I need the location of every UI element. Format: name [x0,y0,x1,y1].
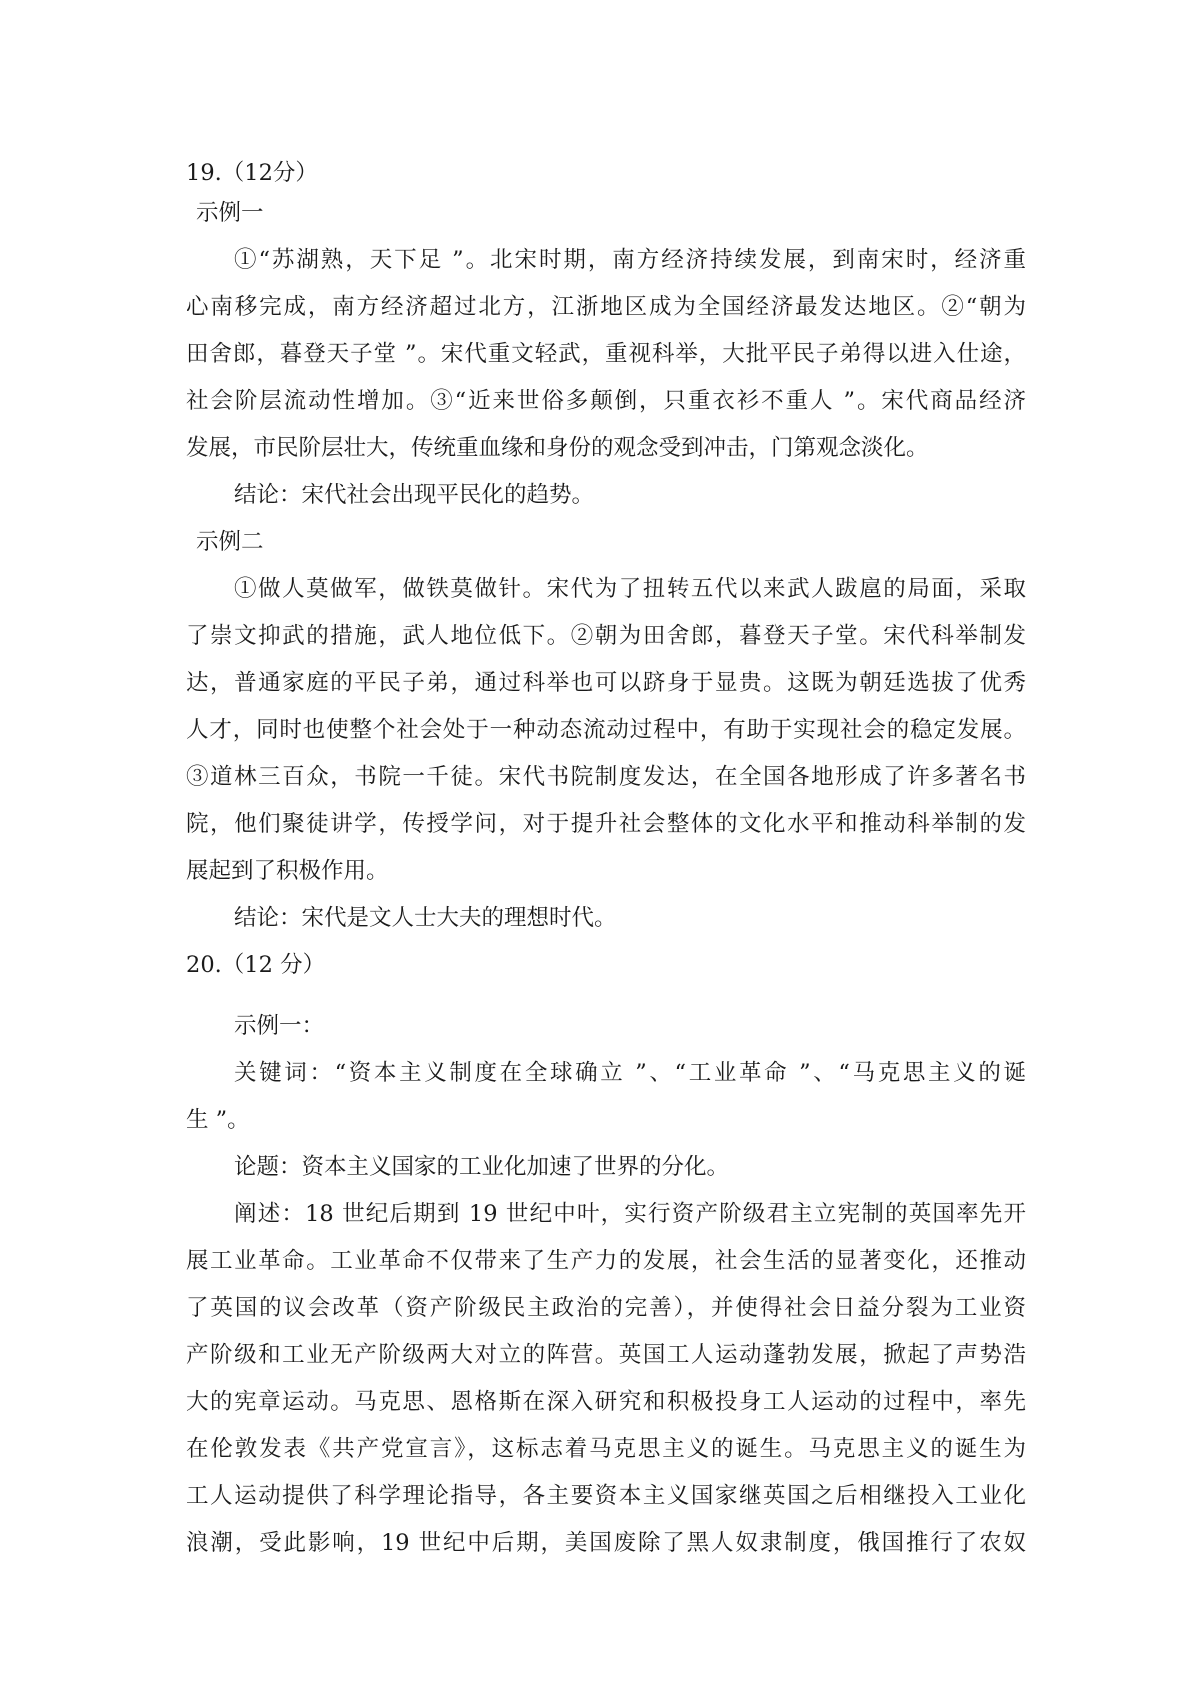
q20-thesis: 论题：资本主义国家的工业化加速了世界的分化。 [234,1154,730,1180]
q20-heading: 20.（12 分） [186,952,326,978]
q20-elaboration-line: 工人运动提供了科学理论指导，各主要资本主义国家继英国之后相继投入工业化 [186,1483,1026,1509]
q19-example2-line: 了崇文抑武的措施，武人地位低下。②朝为田舍郎，暮登天子堂。宋代科举制发 [186,623,1026,649]
q19-example1-line: 心南移完成，南方经济超过北方，江浙地区成为全国经济最发达地区。②“朝为 [186,294,1026,320]
q19-example2-conclusion: 结论：宋代是文人士大夫的理想时代。 [234,905,617,931]
q19-example1-label: 示例一 [196,200,264,226]
q19-example2-line: 院，他们聚徒讲学，传授学问，对于提升社会整体的文化水平和推动科举制的发 [186,811,1026,837]
q20-elaboration-line: 浪潮，受此影响，19 世纪中后期，美国废除了黑人奴隶制度，俄国推行了农奴 [186,1530,1026,1556]
q19-example1-line: 发展，市民阶层壮大，传统重血缘和身份的观念受到冲击，门第观念淡化。 [186,435,929,461]
q19-example2-line: ①做人莫做军，做铁莫做针。宋代为了扭转五代以来武人跋扈的局面，采取 [234,576,1026,602]
q19-example2-line: 展起到了积极作用。 [186,858,389,884]
q20-elaboration-line: 大的宪章运动。马克思、恩格斯在深入研究和积极投身工人运动的过程中，率先 [186,1389,1026,1415]
q19-example2-line: ③道林三百众，书院一千徒。宋代书院制度发达，在全国各地形成了许多著名书 [186,764,1026,790]
q19-example2-label: 示例二 [196,529,264,555]
q20-elaboration-line: 了英国的议会改革（资产阶级民主政治的完善），并使得社会日益分裂为工业资 [186,1295,1026,1321]
q19-example1-line: 田舍郎，暮登天子堂 ”。宋代重文轻武，重视科举，大批平民子弟得以进入仕途， [186,341,1026,367]
q20-keywords-line: 关键词：“资本主义制度在全球确立 ”、“工业革命 ”、“马克思主义的诞 [234,1060,1026,1086]
q19-example2-line: 达，普通家庭的平民子弟，通过科举也可以跻身于显贵。这既为朝廷选拔了优秀 [186,670,1026,696]
q19-example2-line: 人才，同时也使整个社会处于一种动态流动过程中，有助于实现社会的稳定发展。 [186,717,1026,743]
q19-heading: 19.（12分） [186,160,318,186]
q19-example1-line: 社会阶层流动性增加。③“近来世俗多颠倒，只重衣衫不重人 ”。宋代商品经济 [186,388,1026,414]
q19-example1-line: ①“苏湖熟，天下足 ”。北宋时期，南方经济持续发展，到南宋时，经济重 [234,247,1026,273]
q19-example1-conclusion: 结论：宋代社会出现平民化的趋势。 [234,482,595,508]
q20-elaboration-line: 阐述：18 世纪后期到 19 世纪中叶，实行资产阶级君主立宪制的英国率先开 [234,1201,1026,1227]
q20-example1-label: 示例一： [234,1013,325,1039]
q20-keywords-line: 生 ”。 [186,1107,250,1133]
q20-elaboration-line: 产阶级和工业无产阶级两大对立的阵营。英国工人运动蓬勃发展，掀起了声势浩 [186,1342,1026,1368]
q20-elaboration-line: 在伦敦发表《共产党宣言》，这标志着马克思主义的诞生。马克思主义的诞生为 [186,1436,1026,1462]
q20-elaboration-line: 展工业革命。工业革命不仅带来了生产力的发展，社会生活的显著变化，还推动 [186,1248,1026,1274]
